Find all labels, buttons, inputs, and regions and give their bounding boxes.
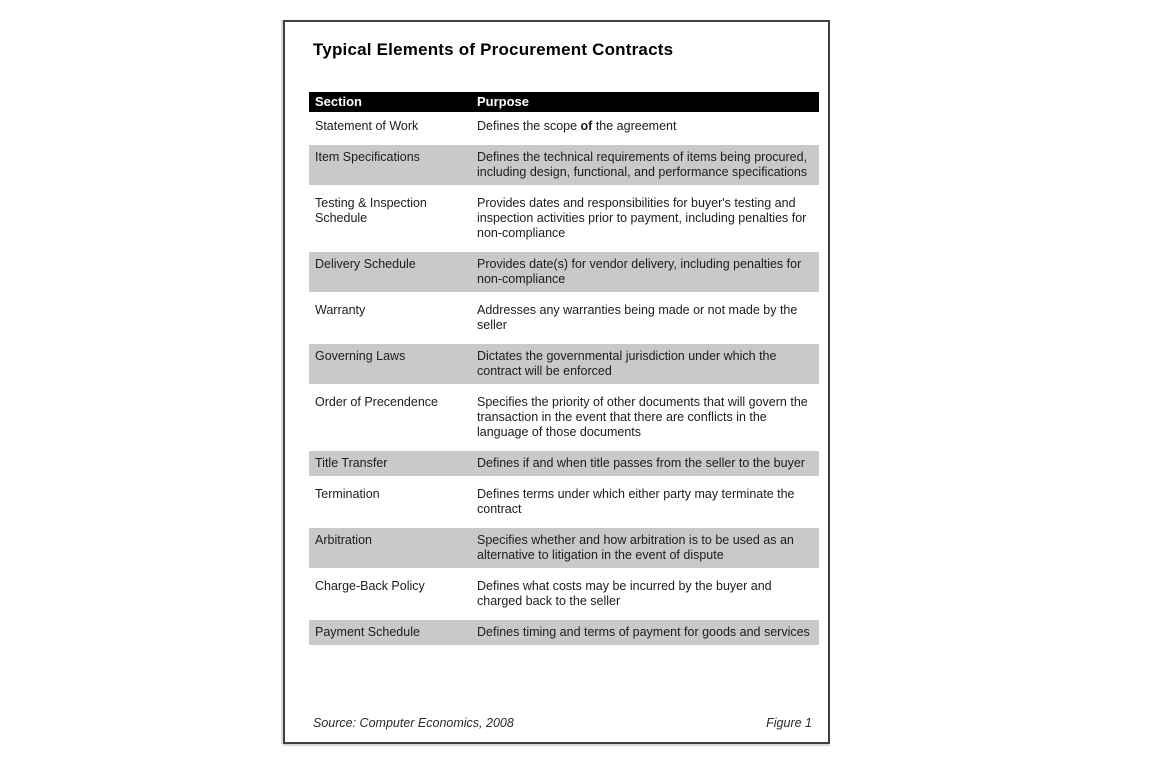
purpose-cell: Defines what costs may be incurred by the buyer and charged back to the seller bbox=[477, 579, 772, 608]
section-cell: Warranty bbox=[315, 303, 366, 317]
table-row bbox=[309, 390, 819, 445]
table-row bbox=[309, 574, 819, 614]
purpose-cell: Dictates the governmental jurisdiction under which the contract will be enforced bbox=[477, 349, 777, 378]
purpose-cell: Specifies the priority of other documents that will govern the transaction in the event that there are conflicts in the language of those documents bbox=[477, 395, 808, 439]
purpose-cell: Specifies whether and how arbitration is to be used as an alternative to litigation in the event of dispute bbox=[477, 533, 794, 562]
purpose-text-segment: Defines the scope bbox=[477, 119, 581, 133]
figure-title: Typical Elements of Procurement Contracts bbox=[313, 40, 674, 59]
section-cell: Statement of Work bbox=[315, 119, 419, 133]
purpose-cell: Defines if and when title passes from the seller to the buyer bbox=[477, 456, 805, 470]
section-cell: Testing & Inspection Schedule bbox=[315, 196, 427, 225]
section-cell: Delivery Schedule bbox=[315, 257, 416, 271]
section-cell: Order of Precendence bbox=[315, 395, 438, 409]
table-header-row bbox=[309, 92, 819, 112]
figure-footer bbox=[313, 716, 812, 730]
section-cell: Item Specifications bbox=[315, 150, 420, 164]
section-cell: Governing Laws bbox=[315, 349, 406, 363]
table-row bbox=[309, 145, 819, 185]
source-note: Source: Computer Economics, 2008 bbox=[313, 716, 514, 730]
section-cell: Arbitration bbox=[315, 533, 372, 547]
table-row bbox=[309, 620, 819, 645]
table-body bbox=[309, 114, 819, 645]
table-row bbox=[309, 482, 819, 522]
section-cell: Charge-Back Policy bbox=[315, 579, 425, 593]
table-row bbox=[309, 528, 819, 568]
table-row bbox=[309, 114, 819, 139]
purpose-cell: Defines timing and terms of payment for goods and services bbox=[477, 625, 810, 639]
purpose-cell: Provides date(s) for vendor delivery, including penalties for non-compliance bbox=[477, 257, 802, 286]
figure-box bbox=[283, 20, 830, 744]
table-row bbox=[309, 252, 819, 292]
purpose-cell: Defines terms under which either party may terminate the contract bbox=[477, 487, 795, 516]
figure-label: Figure 1 bbox=[766, 716, 812, 730]
table-row bbox=[309, 298, 819, 338]
table-row bbox=[309, 191, 819, 246]
section-cell: Termination bbox=[315, 487, 380, 501]
table-row bbox=[309, 344, 819, 384]
purpose-cell: Provides dates and responsibilities for buyer's testing and inspection activities prior to payment, including penalties for non-compliance bbox=[477, 196, 807, 240]
section-cell: Payment Schedule bbox=[315, 625, 420, 639]
purpose-text-segment: the agreement bbox=[592, 119, 677, 133]
purpose-text-segment: of bbox=[580, 119, 593, 133]
contracts-table bbox=[309, 92, 819, 645]
column-header-purpose: Purpose bbox=[477, 94, 530, 109]
table-row bbox=[309, 451, 819, 476]
section-cell: Title Transfer bbox=[315, 456, 388, 470]
purpose-cell bbox=[477, 119, 819, 134]
purpose-cell: Addresses any warranties being made or not made by the seller bbox=[477, 303, 798, 332]
purpose-cell: Defines the technical requirements of items being procured, including design, functional, and performance specifications bbox=[477, 150, 808, 179]
column-header-section: Section bbox=[315, 94, 362, 109]
